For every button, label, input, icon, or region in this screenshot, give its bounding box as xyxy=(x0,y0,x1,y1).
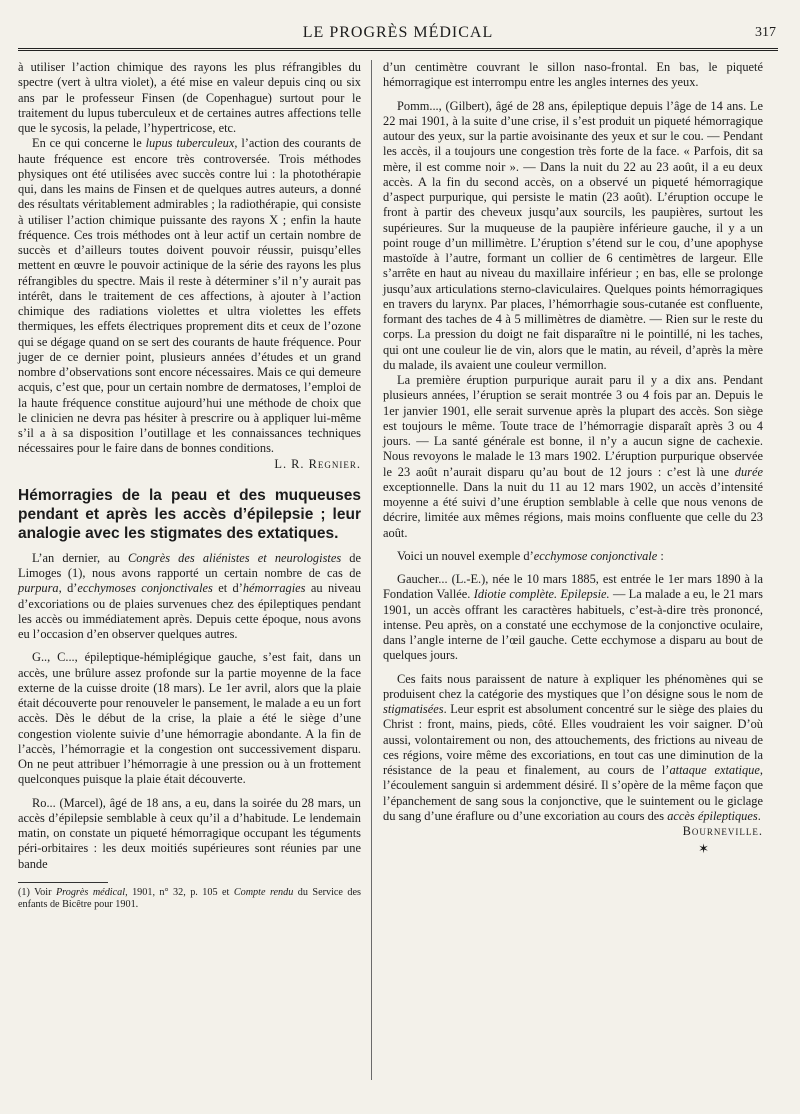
article-title: Hémorragies de la peau et des muqueuses pendant et après les accès d’épilepsie ; leur analogie avec les stigmates des extatiques. xyxy=(18,486,361,542)
paragraph: Gaucher... (L.-E.), née le 10 mars 1885, est entrée le 1er mars 1890 à la Fondation Vallée. Idiotie complète. Epilepsie. — La malade a eu, le 21 mars 1901, un accès offrant les caractères habituels, c’est-à-dire très prononcé, intense. Peu après, on a constaté une ecchymose de la conjonctive oculaire, dans l’angle interne de l’œil gauche. Cette ecchymose a disparu au bout de quelques jours. xyxy=(383,572,763,663)
paragraph: Pomm..., (Gilbert), âgé de 28 ans, épileptique depuis l’âge de 14 ans. Le 22 mai 1901, à la suite d’une crise, il s’est produit un piqueté hémorragique autour des yeux, sur la partie avoisinante des yeux et sur le cou. — Pendant les accès, il a toujours une congestion très forte de la face. « Parfois, dit sa mère, il est comme noir ». — Dans la nuit du 22 au 23 août, il a eu deux accès. A la fin du second accès, on a observé un piqueté hémorragique d’aspect purpurique, qui persiste le matin (23 août). L’éruption occupe le front à partir des cheveux jusqu’aux sourcils, les paupières, surtout les supérieures. Sur la muqueuse de la paupière inférieure gauche, il y a un point rouge d’un millimètre. L’éruption s’étend sur le cou, d’une apophyse mastoïde à l’autre, formant un collier de 6 centimètres de largeur. Elle s’arrête en haut au niveau du maxillaire inférieur ; en bas, elle se prolonge jusqu’aux articulations sterno-claviculaires. Quelques points hémorragiques en travers du larynx. Par places, l’hémorrhagie sous-cutanée est confluente, formant des taches de 4 à 5 millimètres de diamètre. — Rien sur le reste du corps. La pression du doigt ne fait disparaître ni le pointillé, ni les taches, qui ont une couleur lie de vin, alors que le matin, au réveil, d’après la mère du malade, ils avaient une couleur vermillon. xyxy=(383,98,763,372)
footnote: (1) Voir Progrès médical, 1901, n° 32, p. 105 et Compte rendu du Service des enfants de Bicêtre pour 1901. xyxy=(18,886,361,911)
left-column xyxy=(18,60,361,912)
column-divider xyxy=(371,60,372,1080)
end-mark: ✶ xyxy=(698,841,709,857)
page-header xyxy=(18,22,778,51)
paragraph: Ro... (Marcel), âgé de 18 ans, a eu, dans la soirée du 28 mars, un accès d’épilepsie semblable à ceux qu’il a d’habitude. Le lendemain matin, on constate un piqueté hémorragique occupant les téguments péri-orbitaires : les deux moitiés supérieures sont réunies par une bande xyxy=(18,795,361,871)
footnote-rule xyxy=(18,882,108,883)
paragraph: En ce qui concerne le lupus tuberculeux, l’action des courants de haute fréquence est encore très controversée. Trois méthodes physiques ont été utilisées avec succès contre lui : la photothérapie qui, dans les mains de Finsen et de quelques autres auteurs, a donné des résultats véritablement admirables ; la radiothérapie, qui consiste à utiliser l’action chimique puissante des rayons X ; enfin la haute fréquence. Ces trois méthodes ont à leur actif un certain nombre de succès et d’ailleurs toutes doivent pouvoir réussir, puisqu’elles mettent en œuvre le pouvoir actinique de la série des rayons les plus réfrangibles du spectre. Mais il reste à déterminer s’il n’y aurait pas intérêt, dans le traitement de ces affections, à ajouter à l’action chimique des radiations violettes et ultra violettes les effets thermiques, les effets électriques proprement dits et ceux de l’ozone qui se dégage quand on se sert des courants de haute fréquence. Pour juger de ce dernier point, plusieurs années d’études et un grand nombre d’observations sont encore nécessaires. Mais ce qui demeure acquis, c’est que, pour un certain nombre de dermatoses, l’emploi de la haute fréquence constitue aujourd’hui une méthode de choix que le clinicien ne devra pas hésiter à prescrire ou à appliquer lui-même s’il a à sa disposition l’outillage et les connaissances techniques nécessaires pour le faire dans de bonnes conditions. xyxy=(18,136,361,456)
signature: Bourneville. xyxy=(682,824,763,838)
paragraph: d’un centimètre couvrant le sillon naso-frontal. En bas, le piqueté hémorragique est interrompu entre les angles internes des yeux. xyxy=(383,60,763,90)
right-column xyxy=(383,60,763,857)
signature: L. R. Regnier. xyxy=(274,456,361,471)
journal-title: LE PROGRÈS MÉDICAL xyxy=(302,24,494,41)
page-number: 317 xyxy=(755,25,776,40)
paragraph: L’an dernier, au Congrès des aliénistes et neurologistes de Limoges (1), nous avons rapporté un certain nombre de cas de purpura, d’ecchymoses conjonctivales et d’hémorragies au niveau d’excoriations ou de plaies survenues chez des épileptiques pendant les accès ou immédiatement après. Depuis cette époque, nous avons eu l’occasion d’en observer quelques autres. xyxy=(18,550,361,641)
paragraph: Voici un nouvel exemple d’ecchymose conjonctivale : xyxy=(397,548,664,563)
paragraph: à utiliser l’action chimique des rayons les plus réfrangibles du spectre (vert à ultra violet), a été mise en valeur depuis cinq ou six ans par le professeur Finsen (de Copenhague) surtout pour le traitement du lupus tuberculeux et de certaines autres affections telle que le sycosis, la pelade, l’hypertricose, etc. xyxy=(18,60,361,135)
paragraph: G.., C..., épileptique-hémiplégique gauche, s’est fait, dans un accès, une brûlure assez profonde sur la partie moyenne de la face externe de la cuisse droite (18 mars). Le 1er avril, alors que la plaie était découverte pour renouveler le pansement, le malade a eu un fort accès. Dès le début de la crise, la plaie a été le siège d’une congestion violente suivie d’une hémorragie abondante. A la fin de l’accès, l’hémorragie et la congestion ont successivement disparu. On ne peut attribuer l’hémorragie à une pression ou à un frottement quelconques puisque la plaie était découverte. xyxy=(18,650,361,787)
paragraph: Ces faits nous paraissent de nature à expliquer les phénomènes qui se produisent chez la catégorie des mystiques que l’on désigne sous le nom de stigmatisées. Leur esprit est absolument concentré sur le siège des plaies du Christ : front, mains, pieds, côté. Elles voudraient les voir saigner. D’où aussi, volontairement ou non, des attouchements, des frictions au niveau de ces régions, voire même des excoriations, en tout cas une diminution de la résistance de la peau et finalement, au cours de l’attaque extatique, l’écoulement sanguin si ardemment désiré. Il s’opère de la même façon que l’épanchement de sang sous la conjonctive, que le suintement ou le giclage du sang d’une éraflure ou d’une excoriation au cours des accès épileptiques. xyxy=(383,671,763,823)
paragraph: La première éruption purpurique aurait paru il y a dix ans. Pendant plusieurs années, l’éruption se serait montrée 3 ou 4 fois par an. Depuis le 1er janvier 1901, elle serait survenue après la plupart des accès. Son siège est toujours le même. Toute trace de l’hémorragie disparaît après 3 ou 4 jours. — La santé générale est bonne, il n’y a aucun signe de cachexie. Nous revoyons le malade le 13 mars 1902. L’éruption purpurique observée le 23 août n’aurait disparu qu’au bout de 12 jours : c’est là une durée exceptionnelle. Dans la nuit du 11 au 12 mars 1902, un accès d’intensité moyenne a été suivi d’une éruption semblable à celle que nous venons de décrire, limitée aux mêmes régions, mais moins confluente que celle du 23 août. xyxy=(383,373,763,540)
